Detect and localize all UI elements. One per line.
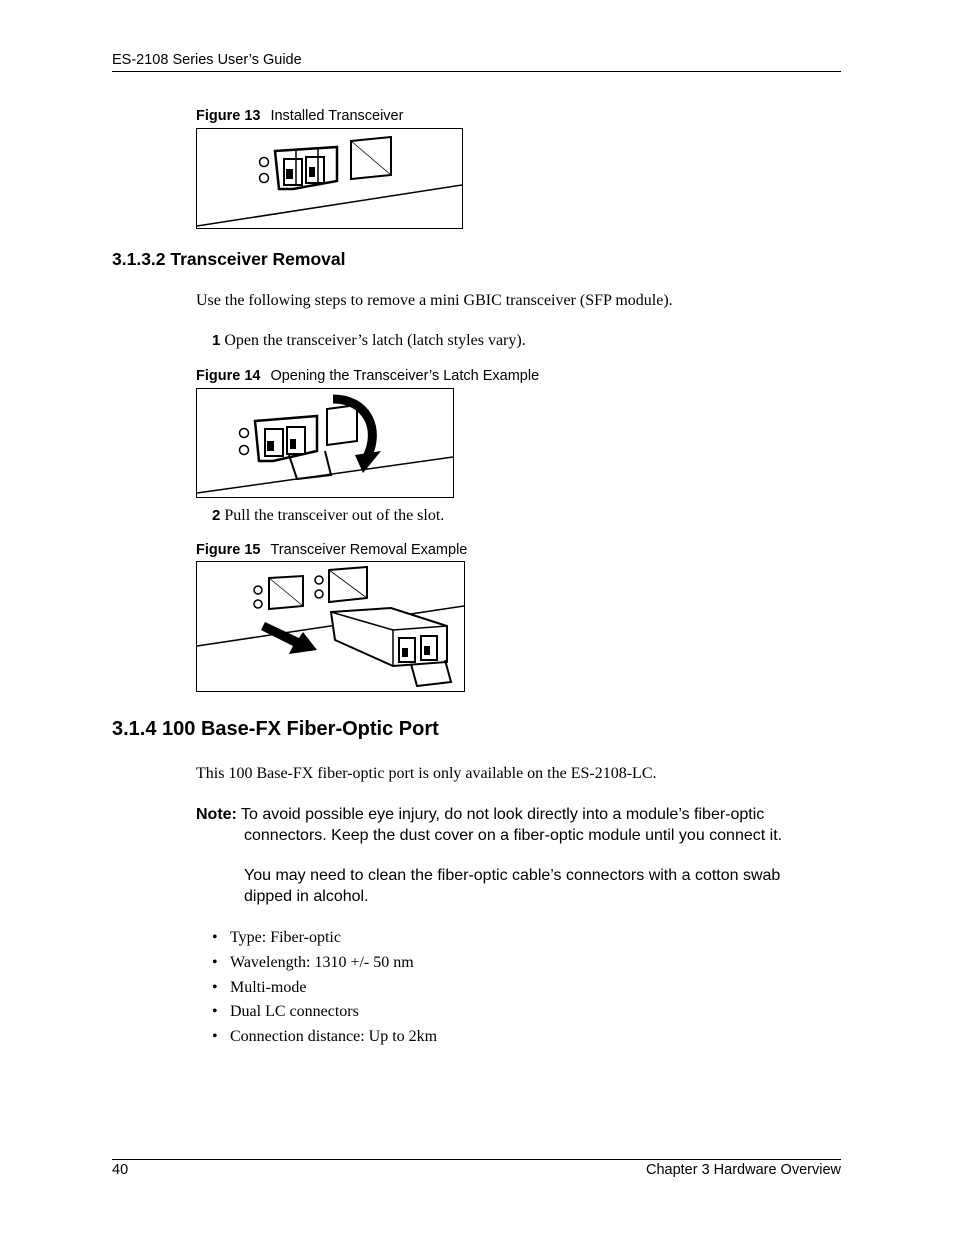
figure-13-caption <box>196 108 403 124</box>
step-number: 2 <box>212 507 221 524</box>
figure-13-title: Installed Transceiver <box>270 108 404 124</box>
figure-15-illustration <box>196 561 465 692</box>
bullet-icon: • <box>212 1028 218 1046</box>
page-number: 40 <box>112 1162 129 1178</box>
list-item-text: Wavelength: 1310 +/- 50 nm <box>230 953 414 971</box>
figure-13-illustration <box>196 128 463 229</box>
note-first-line <box>196 805 836 826</box>
step-text: Open the transceiver’s latch (latch styles vary). <box>224 332 526 349</box>
transceiver-removal-drawing <box>197 562 464 691</box>
figure-13-number: Figure 13 <box>196 108 261 124</box>
list-item <box>212 951 437 976</box>
figure-14-number: Figure 14 <box>196 368 261 384</box>
section-heading-transceiver-removal: 3.1.3.2 Transceiver Removal <box>112 249 346 269</box>
list-item <box>212 1000 437 1025</box>
note-spacer <box>196 846 836 866</box>
chapter-title: Chapter 3 Hardware Overview <box>645 1162 841 1178</box>
list-item-text: Type: Fiber-optic <box>230 929 341 946</box>
bullet-icon: • <box>212 1003 218 1021</box>
step-number: 1 <box>212 332 221 349</box>
figure-15-caption <box>196 542 467 558</box>
note-line-3: You may need to clean the fiber-optic cable’s connectors with a cotton swab <box>244 867 781 884</box>
note-line-2: connectors. Keep the dust cover on a fiber-optic module until you connect it. <box>244 826 783 844</box>
figure-14-title: Opening the Transceiver’s Latch Example <box>270 368 540 384</box>
fiber-spec-list <box>212 926 437 1050</box>
list-item-text: Multi-mode <box>230 978 307 996</box>
list-item-text: Dual LC connectors <box>230 1003 359 1021</box>
figure-14-illustration <box>196 388 454 498</box>
bullet-icon: • <box>212 929 218 946</box>
installed-transceiver-drawing <box>197 129 462 228</box>
header-divider <box>112 71 841 72</box>
removal-step-2 <box>212 507 444 525</box>
bullet-icon: • <box>212 953 218 971</box>
figure-15-title: Transceiver Removal Example <box>270 542 468 558</box>
bullet-icon: • <box>212 978 218 996</box>
footer-divider <box>112 1159 841 1160</box>
removal-step-1 <box>212 332 526 350</box>
note-label: Note: <box>196 806 237 823</box>
list-item-text: Connection distance: Up to 2km <box>230 1028 438 1046</box>
section-heading-fiber-optic-port: 3.1.4 100 Base-FX Fiber-Optic Port <box>112 718 439 740</box>
removal-intro-paragraph: Use the following steps to remove a mini GBIC transceiver (SFP module). <box>196 292 673 309</box>
running-header: ES-2108 Series User’s Guide <box>112 52 302 68</box>
fiber-intro-paragraph: This 100 Base-FX fiber-optic port is only available on the ES-2108-LC. <box>196 765 657 782</box>
note-block <box>196 805 836 907</box>
list-item <box>212 926 437 951</box>
note-line-1: To avoid possible eye injury, do not look directly into a module’s fiber-optic <box>241 806 765 823</box>
step-text: Pull the transceiver out of the slot. <box>224 507 445 524</box>
figure-15-number: Figure 15 <box>196 542 261 558</box>
note-line-4: dipped in alcohol. <box>244 887 369 905</box>
list-item <box>212 1025 437 1050</box>
list-item <box>212 976 437 1001</box>
latch-opening-drawing <box>197 389 453 497</box>
figure-14-caption <box>196 368 539 384</box>
